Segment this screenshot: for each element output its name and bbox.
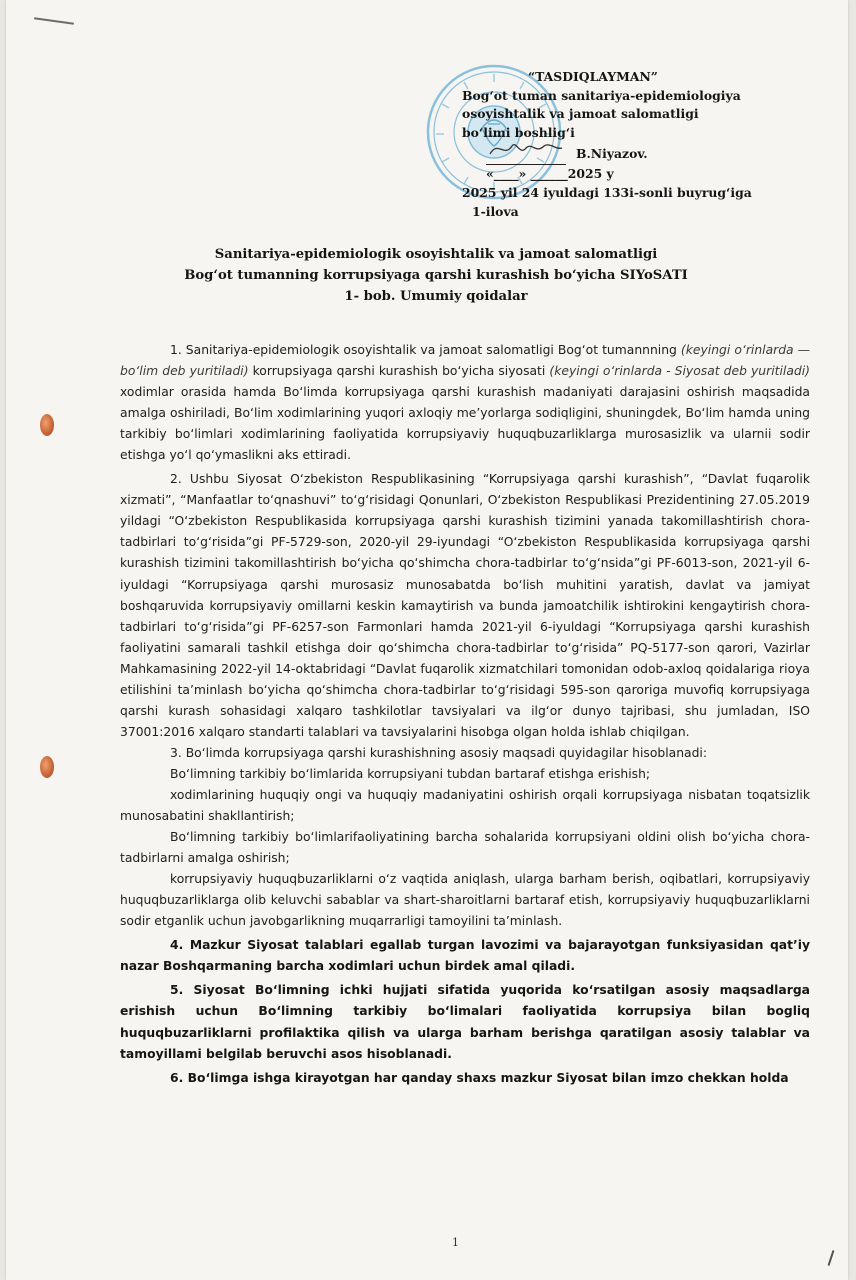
list-item: korrupsiyaviy huquqbuzarliklarni o‘z vaqtida aniqlash, ularga barham berish, oqibatlari, korrupsiyaviy huquqbuzarliklarga olib keluvchi sabablar va shart-sharoitlarni bartaraf etish, korrupsiyaviy huquqbuzarliklarni sodir etganlik uchun javobgarlikning muqarrarligi tamoyilini ta’minlash. — [120, 872, 810, 929]
paragraph-2: 2. Ushbu Siyosat O‘zbekiston Respublikasining “Korrupsiyaga qarshi kurashish”, “Davlat fuqarolik xizmati”, “Manfaatlar to‘qnashuvi” to‘g‘risidagi Qonunlari, O‘zbekiston Respublikasi Prezidentining 27.05.2019 yildagi “O‘zbekiston Respublikasida korrupsiyaga qarshi kurashish tizimini yanada takomillashtirish chora-tadbirlari to‘g‘risida”gi PF-5729-son, 2020-yil 29-iyundagi “O‘zbekiston Respublikasida korrupsiyaga qarshi kurashish tizimini takomillashtirish bo‘yicha qo‘shimcha chora-tadbirlar to‘g‘nsida”gi PF-6013-son, 2021-yil 6-iyuldagi “Korrupsiyaga qarshi murosasiz munosabatda bo‘lish muhitini yaratish, davlat va jamiyat boshqaruvida korrupsiyaviy omillarni keskin kamaytirish va bunda jamoatchilik ishtirokini kengaytirish chora-tadbirlari to‘g‘risida”gi PF-6257-son Farmonlari hamda 2021-yil 6-iyuldagi “Korrupsiyaga qarshi kurashish faoliyatini samarali tashkil etishga doir qo‘shimcha chora-tadbirlar to‘g‘risida” PQ-5177-son qarori, Vazirlar Mahkamasining 2022-yil 14-oktabridagi “Davlat fuqarolik xizmatchilari tomonidan odob-axloq qoidalariga rioya etilishini ta’minlash bo‘yicha qo‘shimcha chora-tadbirlar to‘g‘risidagi 595-son qaroriga muvofiq korrupsiyaga qarshi kurash sohasidagi xalqaro tashkilotlar tavsiyalari va ilg‘or dunyo tajribasi, shu jumladan, ISO 37001:2016 xalqaro standarti talablari va tavsiyalarini hisobga olgan holda ishlab chiqilgan. — [120, 472, 810, 739]
punch-hole-upper — [40, 414, 54, 436]
approval-annex: 1-ilova — [472, 203, 519, 219]
approval-line-2: osoyishtalik va jamoat salomatligi — [462, 106, 699, 122]
signature-line — [462, 142, 792, 165]
paragraph-4: 4. Mazkur Siyosat talablari egallab turgan lavozimi va bajarayotgan funksiyasidan qat’iy nazar Boshqarmaning barcha xodimlari uchun birdek amal qiladi. — [120, 938, 810, 974]
list-item: Bo‘limning tarkibiy bo‘limlarida korrupsiyani tubdan bartaraf etishga erishish; — [170, 766, 651, 781]
title-line-1: Sanitariya-epidemiologik osoyishtalik va jamoat salomatligi — [214, 247, 658, 262]
list-item: Bo‘limning tarkibiy bo‘limlarifaoliyatining barcha sohalarida korrupsiyani oldini olish bo‘yicha chora-tadbirlarni amalga oshirish; — [120, 830, 810, 866]
paragraph-3: 3. Bo‘limda korrupsiyaga qarshi kurashishning asosiy maqsadi quyidagilar hisoblanadi: — [170, 745, 708, 760]
approval-line-1: Bog‘ot tuman sanitariya-epidemiologiya — [462, 87, 741, 103]
punch-hole-lower — [40, 756, 54, 778]
edge-scratch-mark — [34, 17, 74, 25]
approval-date: «____» ______2025 y — [486, 166, 614, 182]
page-number: 1 — [452, 1236, 459, 1249]
document-body — [120, 340, 810, 1089]
approval-order: 2025 yil 24 iyuldagi 133i-sonli buyrug‘iga — [462, 184, 752, 200]
paragraph-5: 5. Siyosat Bo‘limning ichki hujjati sifatida yuqorida ko‘rsatilgan asosiy maqsadlarga erishish uchun Bo‘limning tarkibiy bo‘limalari faoliyatida korrupsiya bilan bogliq huquqbuzarliklarni profilaktika qilish va ularga barham berishga qaratilgan asosiy talablar va tamoyillami belgilab beruvchi asos hisoblanadi. — [120, 983, 810, 1061]
document-page — [6, 0, 848, 1280]
approval-title: “TASDIQLAYMAN” — [528, 69, 658, 84]
approval-block — [462, 68, 792, 221]
paragraph-6: 6. Bo‘limga ishga kirayotgan har qanday shaxs mazkur Siyosat bilan imzo chekkan holda — [170, 1070, 789, 1085]
signer-name: B.Niyazov. — [576, 145, 648, 161]
list-item: xodimlarining huquqiy ongi va huquqiy madaniyatini oshirish orqali korrupsiyaga nisbatan toqatsizlik munosabatini shakllantirish; — [120, 787, 810, 824]
approval-line-3: bo‘limi boshlig‘i — [462, 124, 575, 140]
title-line-2: Bog‘ot tumanning korrupsiyaga qarshi kurashish bo‘yicha SIYoSATI — [184, 268, 688, 283]
title-line-3: 1- bob. Umumiy qoidalar — [344, 289, 528, 304]
corner-pen-mark — [828, 1250, 835, 1266]
handwritten-signature — [486, 142, 566, 165]
paragraph-1: 1. Sanitariya-epidemiologik osoyishtalik va jamoat salomatligi Bog‘ot tumannning (keyingi o‘rinlarda — bo‘lim deb yuritiladi) korrupsiyaga qarshi kurashish bo‘yicha siyosati (keyingi o‘rinlarda - Siyosat deb yuritiladi) xodimlar orasida hamda Bo‘limda korrupsiyaga qarshi kurashish madaniyati darajasini oshirish maqsadida amalga oshiriladi, Bo‘lim xodimlarining yuqori axloqiy me’yorlarga sodiqligini, shuningdek, Bo‘lim hamda uning tarkibiy bo‘limlari xodimlarining faoliyatida korrupsiyaviy huquqbuzarliklarga murosasizlik va ularnii sodir etishga yo‘l qo‘ymaslikni aks ettiradi. — [120, 343, 810, 463]
document-title — [46, 244, 826, 307]
